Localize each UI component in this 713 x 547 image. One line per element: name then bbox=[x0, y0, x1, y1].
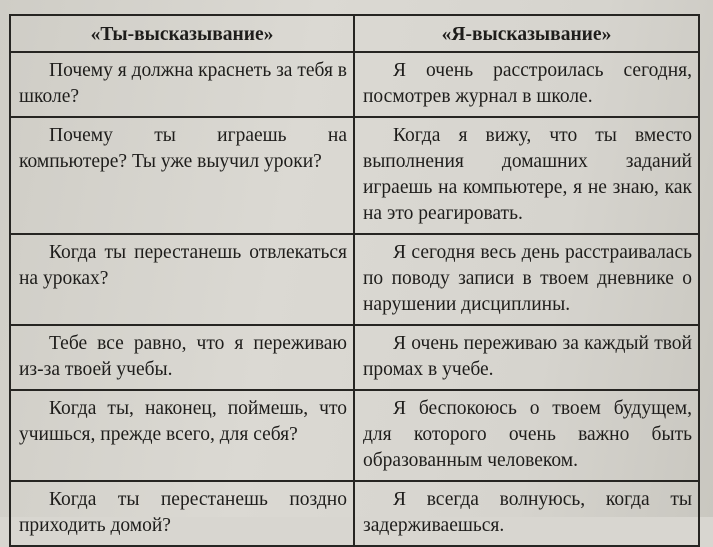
you-statement-cell: Когда ты перестанешь отвлекаться на уроках? bbox=[10, 234, 354, 325]
table-row bbox=[10, 325, 699, 390]
table-row bbox=[10, 52, 699, 117]
i-statement-cell: Я сегодня весь день расстраивалась по поводу записи в твоем дневнике о нарушении дисциплины. bbox=[354, 234, 699, 325]
header-i-statement: «Я-высказывание» bbox=[354, 15, 699, 52]
i-statement-cell: Я очень расстроилась сегодня, посмотрев журнал в школе. bbox=[354, 52, 699, 117]
table-row bbox=[10, 481, 699, 546]
header-you-statement: «Ты-высказывание» bbox=[10, 15, 354, 52]
table-header-row bbox=[10, 15, 699, 52]
you-statement-cell: Когда ты перестанешь поздно приходить домой? bbox=[10, 481, 354, 546]
you-statement-cell: Когда ты, наконец, поймешь, что учишься, прежде всего, для себя? bbox=[10, 390, 354, 481]
you-statement-cell: Тебе все равно, что я переживаю из-за твоей учебы. bbox=[10, 325, 354, 390]
table-row bbox=[10, 390, 699, 481]
i-statement-cell: Я всегда волнуюсь, когда ты задерживаешься. bbox=[354, 481, 699, 546]
i-statement-cell: Я беспокоюсь о твоем будущем, для которого очень важно быть образованным человеком. bbox=[354, 390, 699, 481]
statements-table bbox=[9, 14, 700, 547]
table-row bbox=[10, 117, 699, 234]
table-row bbox=[10, 234, 699, 325]
i-statement-cell: Я очень переживаю за каждый твой промах в учебе. bbox=[354, 325, 699, 390]
you-statement-cell: Почему ты играешь на компьютере? Ты уже выучил уроки? bbox=[10, 117, 354, 234]
you-statement-cell: Почему я должна краснеть за тебя в школе? bbox=[10, 52, 354, 117]
i-statement-cell: Когда я вижу, что ты вместо выполнения домашних заданий играешь на компьютере, я не знаю, как на это реагировать. bbox=[354, 117, 699, 234]
